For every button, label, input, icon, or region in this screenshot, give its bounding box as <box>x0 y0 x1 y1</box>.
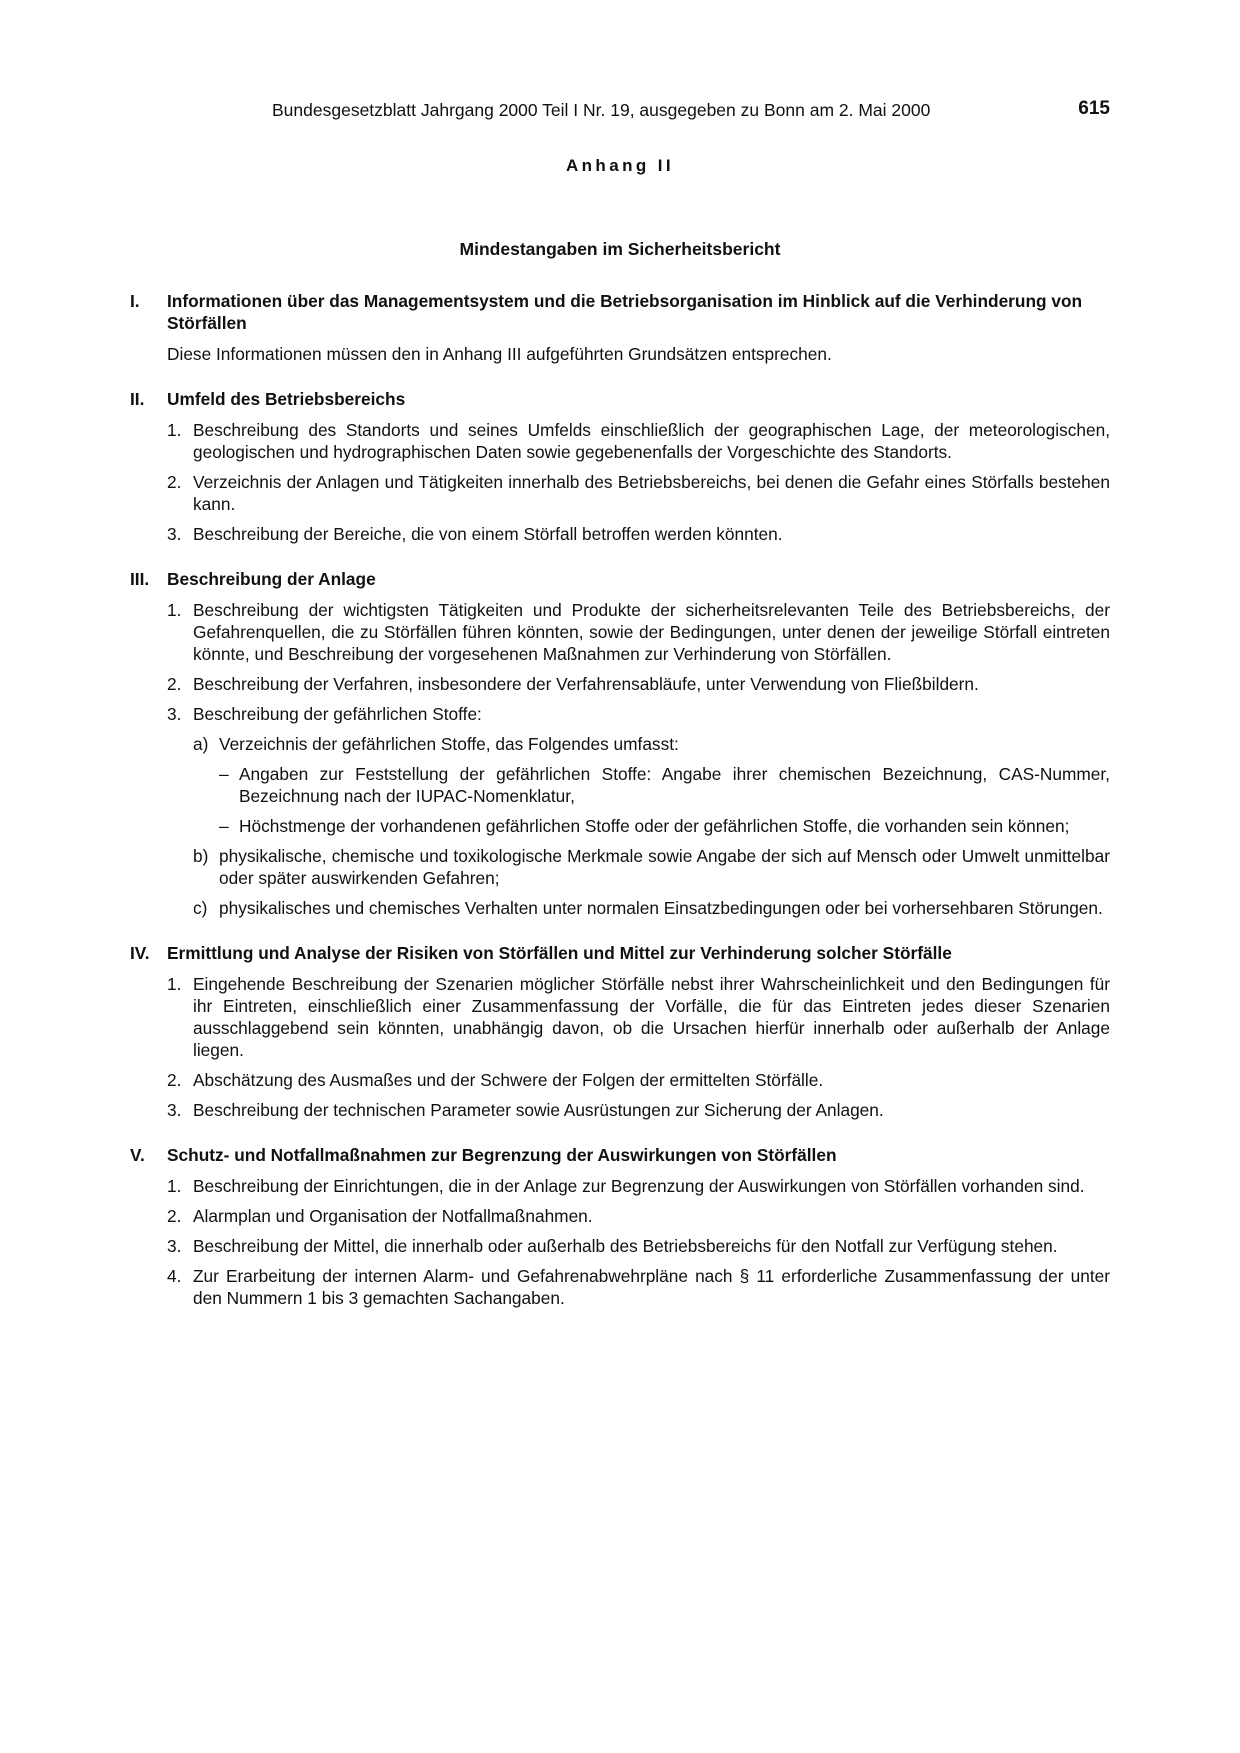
item-number: 1. <box>167 974 182 994</box>
annex-title: Anhang II <box>565 156 675 175</box>
sub-item-text: physikalische, chemische und toxikologische Merkmale sowie Angabe der sich auf Mensch oder Umwelt unmittelbar oder später auswirkenden Gefahren; <box>219 846 1110 888</box>
section-body <box>167 1175 1110 1309</box>
sub-item-text: Verzeichnis der gefährlichen Stoffe, das Folgendes umfasst: <box>219 734 679 754</box>
list-item <box>167 1099 1110 1121</box>
section-body <box>167 973 1110 1121</box>
section-title: Schutz- und Notfallmaßnahmen zur Begrenzung der Auswirkungen von Störfällen <box>167 1145 837 1165</box>
running-head <box>142 100 1110 124</box>
section-title: Umfeld des Betriebsbereichs <box>167 389 406 409</box>
dash-text: Angaben zur Feststellung der gefährlichen Stoffe: Angabe ihrer chemischen Bezeichnung, CAS-Nummer, Bezeichnung nach der IUPAC-Nomenklatur, <box>239 764 1110 806</box>
item-text: Alarmplan und Organisation der Notfallmaßnahmen. <box>193 1206 593 1226</box>
running-head-text: Bundesgesetzblatt Jahrgang 2000 Teil I Nr. 19, ausgegeben zu Bonn am 2. Mai 2000 <box>272 100 931 120</box>
section-number: V. <box>130 1145 145 1165</box>
list-item <box>167 1069 1110 1091</box>
list-item <box>167 673 1110 695</box>
item-number: 1. <box>167 600 182 620</box>
section-3 <box>130 568 1110 919</box>
section-1 <box>130 290 1110 365</box>
item-number: 3. <box>167 1236 182 1256</box>
page-number: 615 <box>1078 98 1110 119</box>
item-number: 2. <box>167 472 182 492</box>
list-item <box>167 471 1110 515</box>
section-title: Ermittlung und Analyse der Risiken von Störfällen und Mittel zur Verhinderung solcher Störfälle <box>167 943 952 963</box>
dash-label: – <box>219 764 229 784</box>
list-item <box>167 1235 1110 1257</box>
section-number: II. <box>130 389 145 409</box>
item-number: 3. <box>167 1100 182 1120</box>
item-number: 4. <box>167 1266 182 1286</box>
section-body <box>167 599 1110 919</box>
item-number: 1. <box>167 420 182 440</box>
item-number: 3. <box>167 524 182 544</box>
item-text: Zur Erarbeitung der internen Alarm- und Gefahrenabwehrpläne nach § 11 erforderliche Zusammenfassung der unter den Nummern 1 bis 3 gemachten Sachangaben. <box>193 1266 1110 1308</box>
item-number: 1. <box>167 1176 182 1196</box>
item-text: Abschätzung des Ausmaßes und der Schwere der Folgen der ermittelten Störfälle. <box>193 1070 824 1090</box>
dash-text: Höchstmenge der vorhandenen gefährlichen Stoffe oder der gefährlichen Stoffe, die vorhanden sein können; <box>239 816 1070 836</box>
list-item <box>167 703 1110 725</box>
section-2 <box>130 388 1110 545</box>
section-4 <box>130 942 1110 1121</box>
section-heading <box>130 290 1110 334</box>
item-text: Verzeichnis der Anlagen und Tätigkeiten innerhalb des Betriebsbereichs, bei denen die Gefahr eines Störfalls bestehen kann. <box>193 472 1110 514</box>
list-item <box>167 599 1110 665</box>
section-heading <box>130 388 1110 410</box>
list-item <box>167 973 1110 1061</box>
sub-item-label: a) <box>193 734 209 754</box>
section-5 <box>130 1144 1110 1309</box>
item-text: Beschreibung der Einrichtungen, die in der Anlage zur Begrenzung der Auswirkungen von Störfällen vorhanden sind. <box>193 1176 1085 1196</box>
sub-item-text: physikalisches und chemisches Verhalten unter normalen Einsatzbedingungen oder bei vorhersehbaren Störungen. <box>219 898 1103 918</box>
item-number: 2. <box>167 1070 182 1090</box>
dash-item <box>219 815 1110 837</box>
item-number: 2. <box>167 674 182 694</box>
item-text: Beschreibung der Verfahren, insbesondere der Verfahrensabläufe, unter Verwendung von Fließbildern. <box>193 674 979 694</box>
section-title: Informationen über das Managementsystem und die Betriebsorganisation im Hinblick auf die Verhinderung von Störfällen <box>167 291 1083 333</box>
sub-item <box>193 845 1110 889</box>
dash-item <box>219 763 1110 807</box>
item-text: Beschreibung der Mittel, die innerhalb oder außerhalb des Betriebsbereichs für den Notfall zur Verfügung stehen. <box>193 1236 1058 1256</box>
sub-item <box>193 733 1110 755</box>
dash-label: – <box>219 816 229 836</box>
main-title: Mindestangaben im Sicherheitsbericht <box>459 239 781 259</box>
section-number: IV. <box>130 943 150 963</box>
item-number: 3. <box>167 704 182 724</box>
sub-item-label: b) <box>193 846 209 866</box>
section-heading <box>130 1144 1110 1166</box>
section-heading <box>130 568 1110 590</box>
list-item <box>167 419 1110 463</box>
sub-item-label: c) <box>193 898 208 918</box>
item-text: Beschreibung der gefährlichen Stoffe: <box>193 704 482 724</box>
sub-item <box>193 897 1110 919</box>
list-item <box>167 1265 1110 1309</box>
section-body <box>167 343 1110 365</box>
section-heading <box>130 942 1110 964</box>
item-text: Eingehende Beschreibung der Szenarien möglicher Störfälle nebst ihrer Wahrscheinlichkeit und den Bedingungen für ihr Eintreten, einschließlich einer Zusammenfassung der Vorfälle, die für das Eintreten jedes dieser Szenarien ausschlaggebend sein könnten, unabhängig davon, ob die Ursachen hierfür innerhalb oder außerhalb der Anlage liegen. <box>193 974 1110 1060</box>
section-number: III. <box>130 569 150 589</box>
section-number: I. <box>130 291 140 311</box>
section-title: Beschreibung der Anlage <box>167 569 376 589</box>
document-body <box>130 290 1110 1332</box>
item-number: 2. <box>167 1206 182 1226</box>
list-item <box>167 1205 1110 1227</box>
list-item <box>167 1175 1110 1197</box>
item-text: Beschreibung der Bereiche, die von einem Störfall betroffen werden könnten. <box>193 524 783 544</box>
item-text: Beschreibung des Standorts und seines Umfelds einschließlich der geographischen Lage, der meteorologischen, geologischen und hydrographischen Daten sowie gegebenenfalls der Vorgeschichte des Standorts. <box>193 420 1110 462</box>
item-text: Beschreibung der technischen Parameter sowie Ausrüstungen zur Sicherung der Anlagen. <box>193 1100 884 1120</box>
item-text: Beschreibung der wichtigsten Tätigkeiten und Produkte der sicherheitsrelevanten Teile des Betriebsbereichs, der Gefahrenquellen, die zu Störfällen führen könnten, sowie der Bedingungen, unter denen der jeweilige Störfall eintreten könnte, und Beschreibung der vorgesehenen Maßnahmen zur Verhinderung von Störfällen. <box>193 600 1110 664</box>
list-item <box>167 523 1110 545</box>
section-paragraph: Diese Informationen müssen den in Anhang III aufgeführten Grundsätzen entsprechen. <box>167 344 832 364</box>
section-body <box>167 419 1110 545</box>
